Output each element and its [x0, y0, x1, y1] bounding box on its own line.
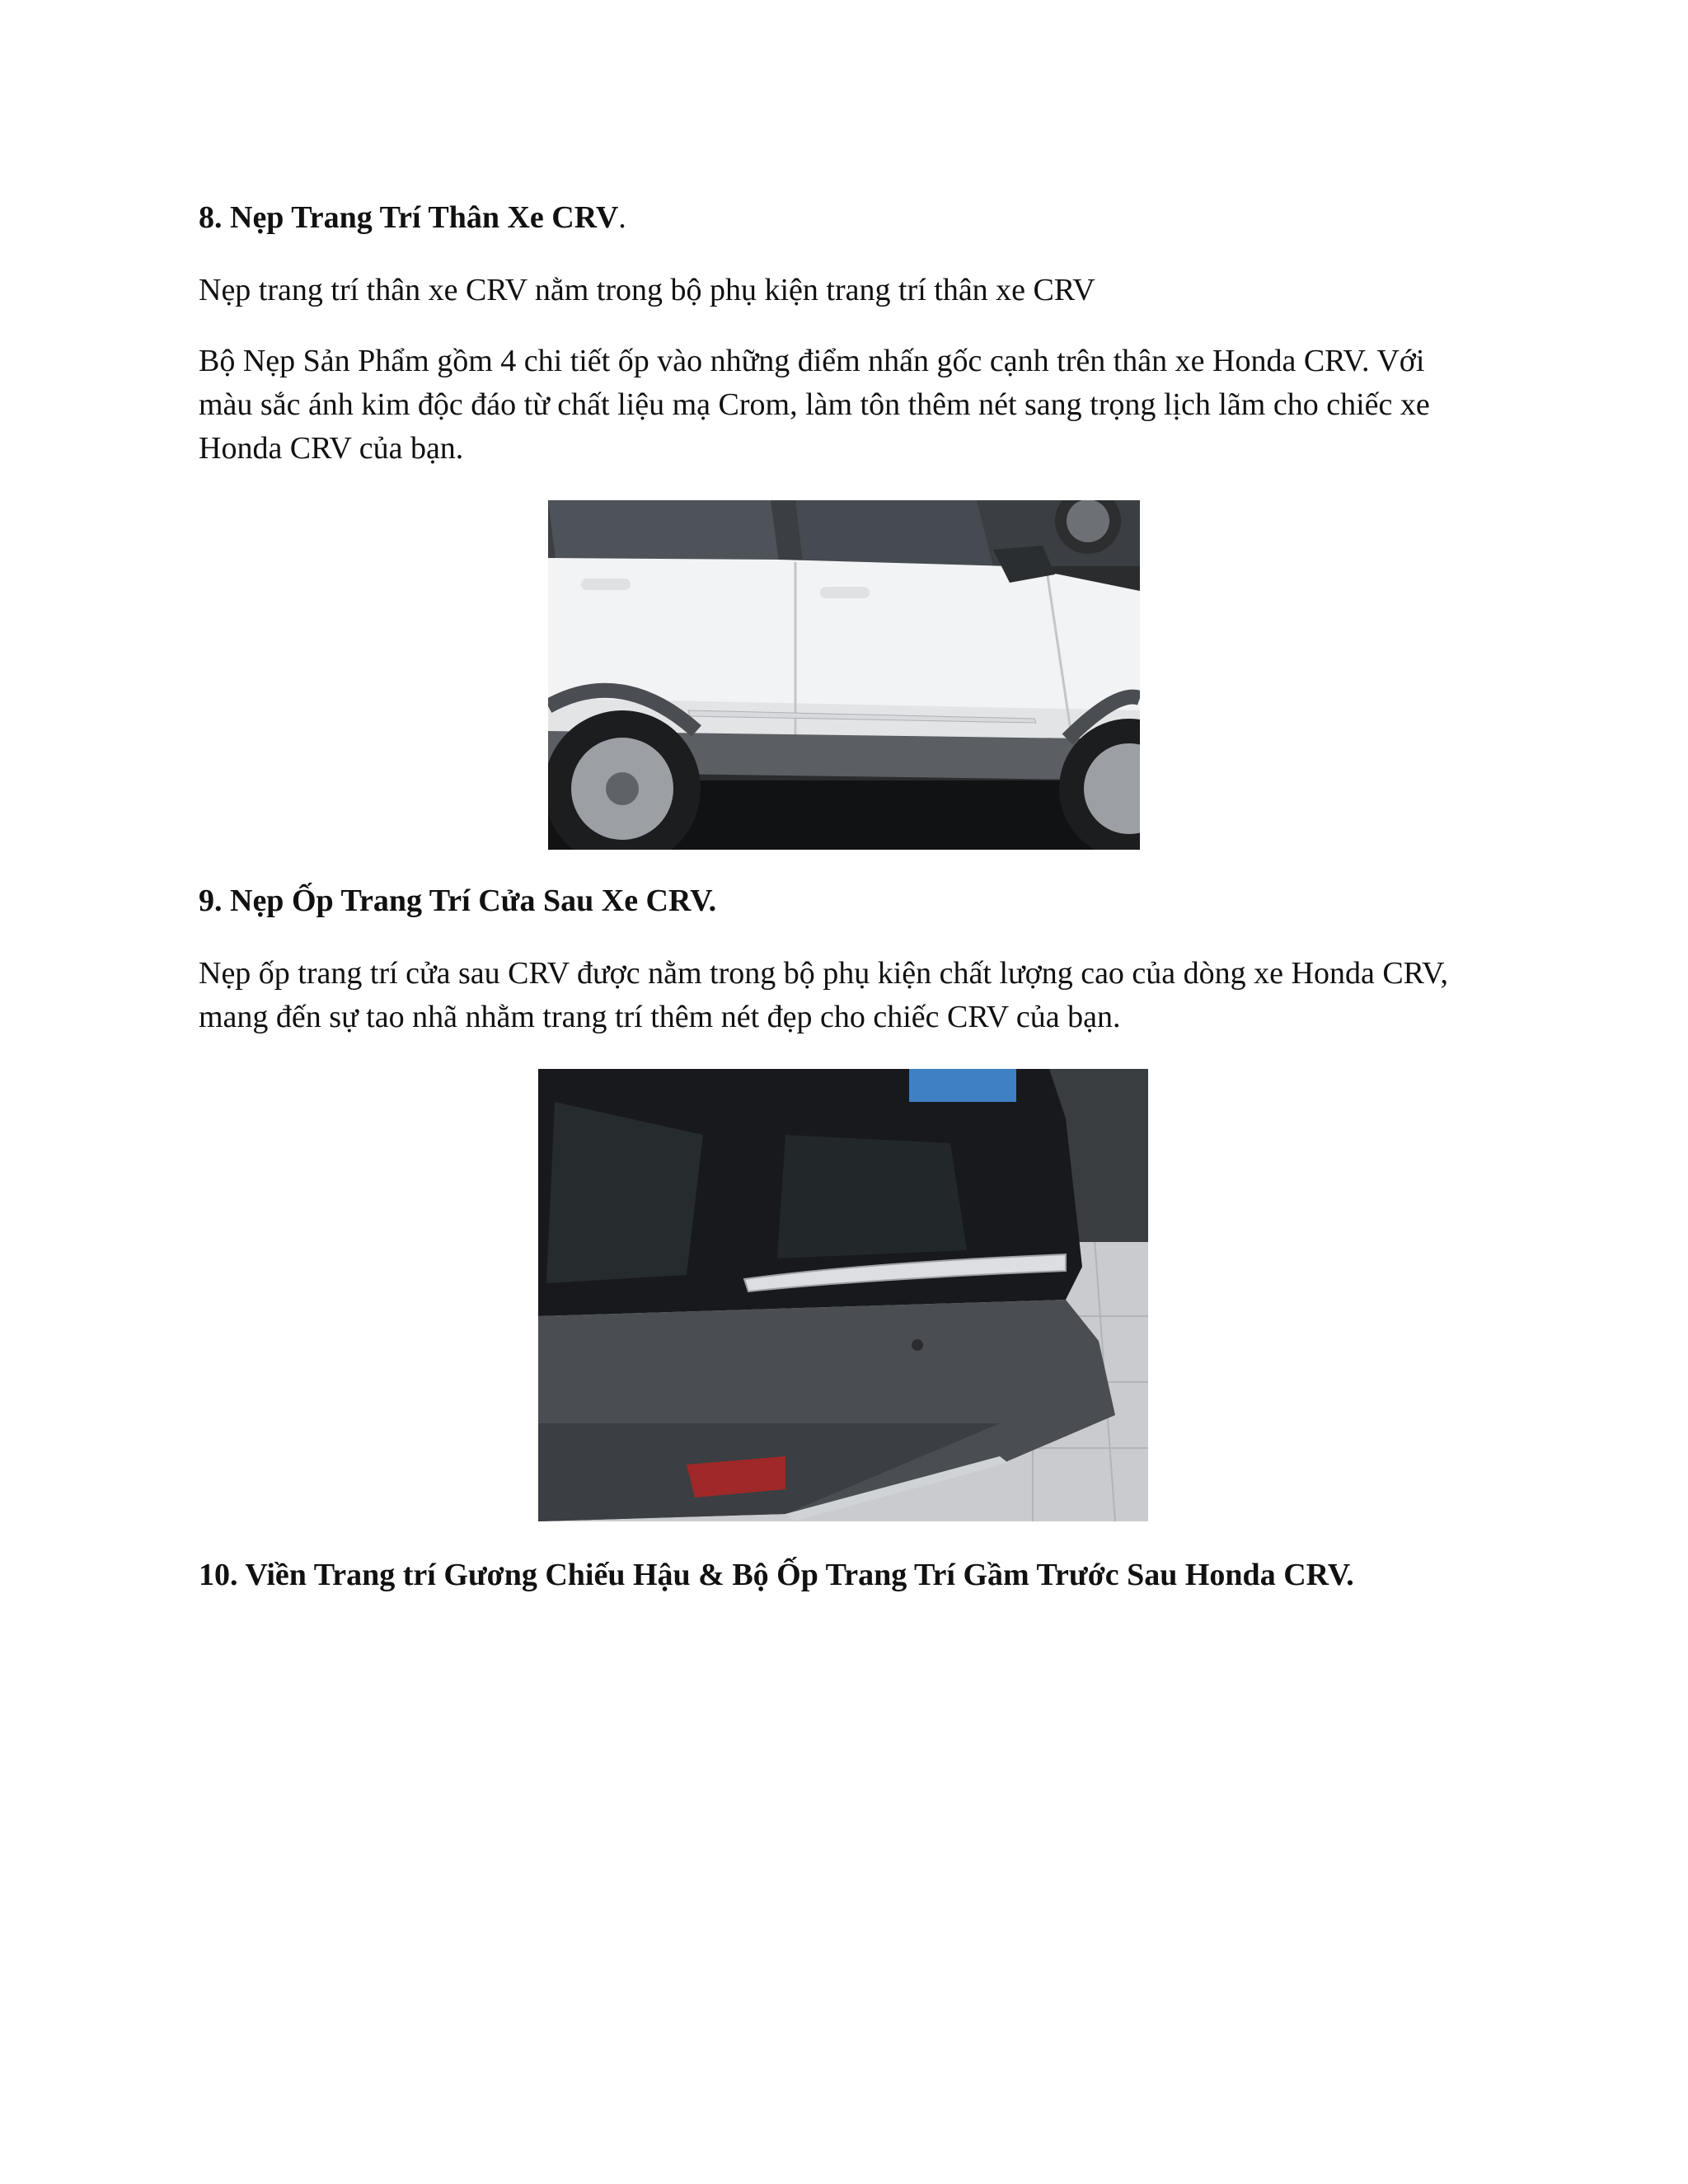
car-rear-photo-icon: [538, 1069, 1148, 1521]
section-9-paragraph-1: Nẹp ốp trang trí cửa sau CRV được nằm trong bộ phụ kiện chất lượng cao của dòng xe Honda CRV, mang đến sự tao nhã nhằm trang trí thêm nét đẹp cho chiếc CRV của bạn.: [199, 956, 1449, 1034]
section-8-heading-suffix: .: [618, 200, 626, 235]
section-8-heading-text: 8. Nẹp Trang Trí Thân Xe CRV: [199, 200, 619, 235]
section-8-paragraph-1: Nẹp trang trí thân xe CRV nằm trong bộ phụ kiện trang trí thân xe CRV: [199, 273, 1095, 307]
section-8-paragraph-2: Bộ Nẹp Sản Phẩm gồm 4 chi tiết ốp vào những điểm nhấn gốc cạnh trên thân xe Honda CRV. Với màu sắc ánh kim độc đáo từ chất liệu mạ Crom, làm tôn thêm nét sang trọng lịch lãm cho chiếc xe Honda CRV của bạn.: [199, 344, 1430, 466]
car-rear-chrome-trim-photo: [538, 1069, 1148, 1521]
section-10-heading: 10. Viền Trang trí Gương Chiếu Hậu & Bộ Ốp Trang Trí Gầm Trước Sau Honda CRV.: [199, 1558, 1354, 1592]
car-side-chrome-trim-photo: [548, 500, 1140, 850]
car-side-photo-icon: [548, 500, 1140, 850]
section-8-heading: [199, 198, 626, 237]
section-9-heading: 9. Nẹp Ốp Trang Trí Cửa Sau Xe CRV.: [199, 883, 717, 918]
